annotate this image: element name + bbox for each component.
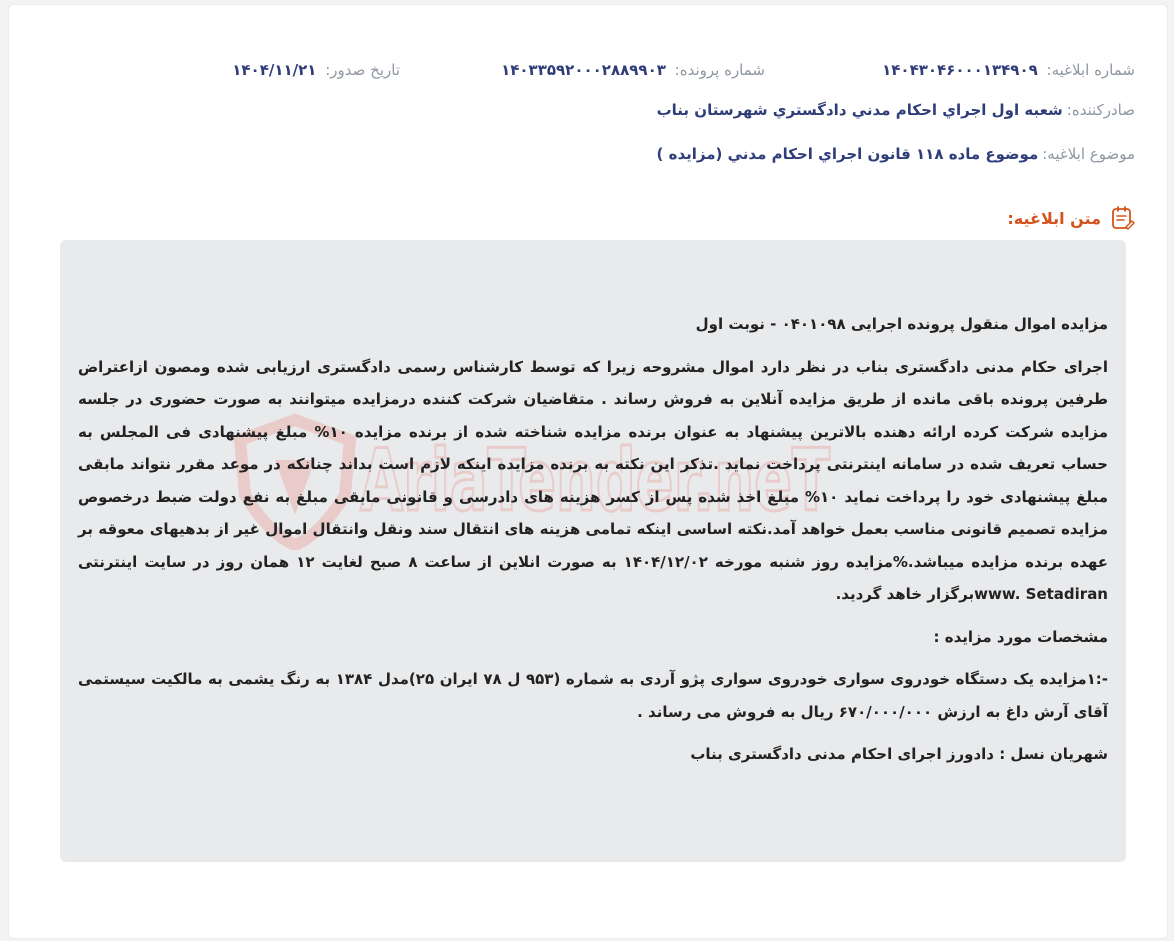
issue-date-value: ۱۴۰۴/۱۱/۲۱	[232, 61, 317, 79]
signature: شهریان نسل : دادورز اجرای احکام مدنی دادگستری بناب	[690, 745, 1108, 763]
issuer-value: شعبه اول اجراي احکام مدني دادگستري شهرستان بناب	[656, 101, 1063, 119]
notepad-icon	[1109, 205, 1135, 231]
issue-date-label: تاریخ صدور:	[325, 61, 400, 79]
subject-label: موضوع ابلاغیه:	[1042, 145, 1135, 163]
notice-number-value: ۱۴۰۴۳۰۴۶۰۰۰۱۳۴۹۰۹	[882, 61, 1038, 79]
notice-number-field	[882, 61, 1135, 79]
notice-number-label: شماره ابلاغیه:	[1046, 61, 1135, 79]
auction-heading: مزایده اموال منقول پرونده اجرایی ۰۴۰۱۰۹۸ - نوبت اول	[695, 315, 1108, 333]
watermark-text: AriaTender.neT	[360, 431, 831, 531]
notice-text-title-label: متن ابلاغیه:	[1007, 208, 1101, 228]
notice-card	[8, 4, 1168, 939]
subject-field	[657, 142, 1135, 166]
case-number-label: شماره پرونده:	[674, 61, 765, 79]
notice-text-title	[1007, 205, 1135, 231]
auction-item: -:۱مزایده یک دستگاه خودروی سواری خودروی سواری پژو آردی به شماره (۹۵۳ ل ۷۸ ایران ۲۵)مدل ۱۳۸۴ به رنگ یشمی به مالکیت سیستمی آقای آرش داغ به ارزش ۶۷۰/۰۰۰/۰۰۰ ریال به فروش می رساند .	[78, 670, 1108, 721]
issue-date-field	[232, 61, 400, 79]
issuer-label: صادرکننده:	[1066, 101, 1135, 119]
case-number-value: ۱۴۰۳۳۵۹۲۰۰۰۲۸۸۹۹۰۳	[501, 61, 666, 79]
notice-body	[78, 308, 1108, 781]
auction-description: اجرای حکام مدنی دادگستری بناب در نظر دارد اموال مشروحه زیرا که توسط کارشناس رسمی دادگستری ارزیابی شده ومصون ازاعتراض طرفین پرونده باقی مانده از طریق مزایده آنلاین به فروش رساند . متقاضیان شرکت کننده درمزایده میتوانند به صورت حضوری در جلسه مزایده شرکت کرده ارائه دهنده بالاترین پیشنهاد به عنوان برنده مزایده شناخته شده از برنده مزایده ۱۰% مبلغ پیشنهادی فی المجلس به حساب تعریف شده در سامانه اینترنتی پرداخت نماید .تذکر این نکته به برنده مزایده اینکه لازم است بداند چنانکه در موعد مقرر نتواند مابقی مبلغ پیشنهادی خود را پرداخت نماید ۱۰% مبلغ اخذ شده پس از کسر هزینه های دادرسی و قانونی مابقی مبلغ به نفع دولت ضبط درخصوص مزایده تصمیم قانونی مناسب بعمل خواهد آمد.نکته اساسی اینکه تمامی هزینه های انتقال سند ونقل وانتقال اموال غیر از بدهیهای معوقه بر عهده برنده مزایده میباشد.%مزایده روز شنبه مورخه ۱۴۰۴/۱۲/۰۲ به صورت انلاین از ساعت ۸ صبح لغایت ۱۲ همان روز در سایت اینترنتی www. Setadiranبرگزار خاهد گردید.	[78, 357, 1109, 603]
case-number-field	[501, 61, 765, 79]
notice-text-box	[60, 240, 1126, 862]
specs-heading: مشخصات مورد مزایده :	[933, 627, 1108, 646]
subject-value: موضوع ماده ۱۱۸ قانون اجراي احکام مدني (مزايده )	[656, 145, 1039, 163]
issuer-field	[657, 98, 1135, 122]
